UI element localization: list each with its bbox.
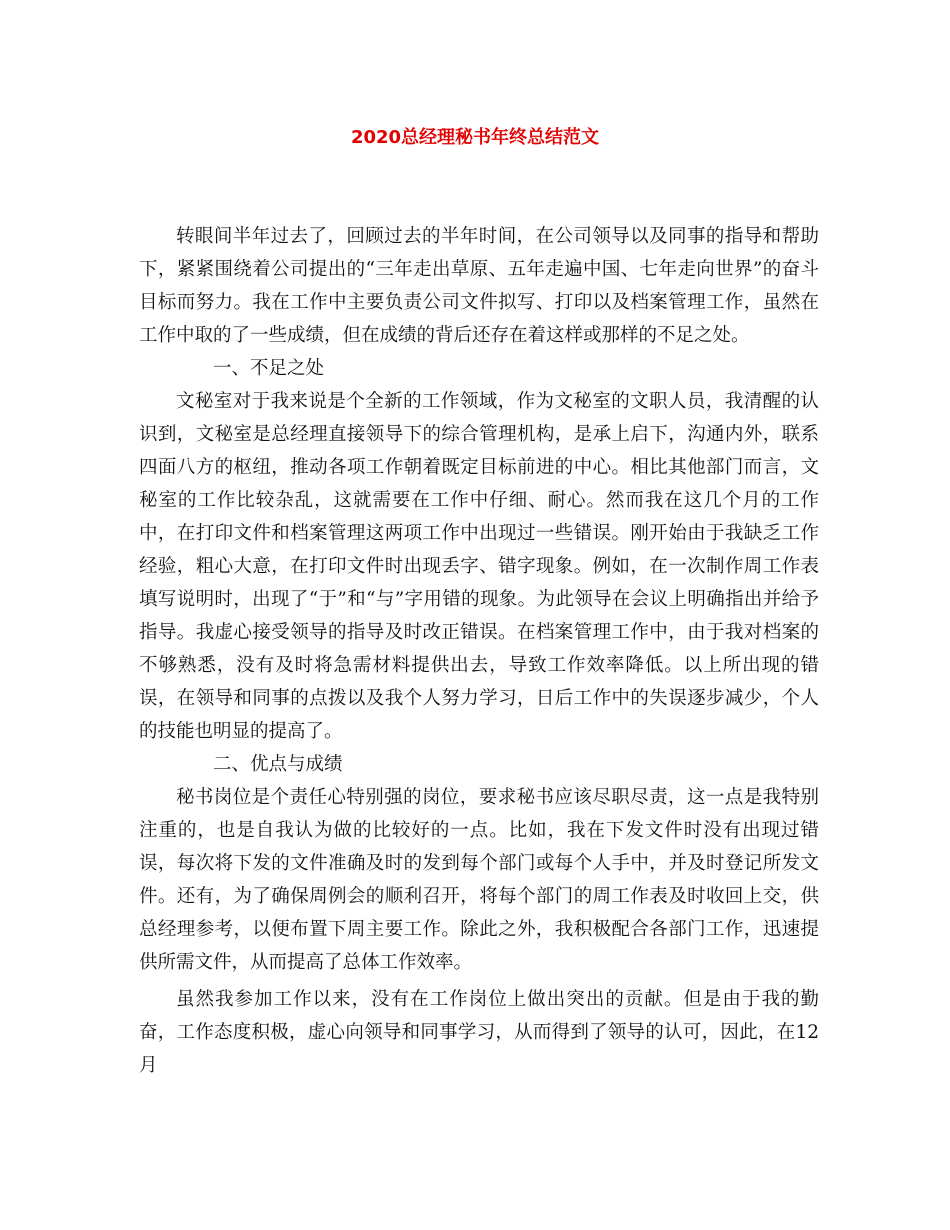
document-title: 2020总经理秘书年终总结范文 xyxy=(350,127,600,148)
paragraph-closing: 虽然我参加工作以来，没有在工作岗位上做出突出的贡献。但是由于我的勤奋，工作态度积极，虚心向领导和同事学习，从而得到了领导的认可，因此，在12月 xyxy=(139,989,819,1076)
paragraph-intro: 转眼间半年过去了，回顾过去的半年时间，在公司领导以及同事的指导和帮助下，紧紧围绕着公司提出的“三年走出草原、五年走遍中国、七年走向世界”的奋斗目标而努力。我在工作中主要负责公司文件拟写、打印以及档案管理工作，虽然在工作中取的了一些成绩，但在成绩的背后还存在着这样或那样的不足之处。 xyxy=(139,226,819,346)
section-heading-strengths: 二、优点与成绩 xyxy=(213,754,343,775)
paragraph-shortcomings: 文秘室对于我来说是个全新的工作领域，作为文秘室的文职人员，我清醒的认识到，文秘室是总经理直接领导下的综合管理机构，是承上启下，沟通内外，联系四面八方的枢纽，推动各项工作朝着既定目标前进的中心。相比其他部门而言，文秘室的工作比较杂乱，这就需要在工作中仔细、耐心。然而我在这几个月的工作中，在打印文件和档案管理这两项工作中出现过一些错误。刚开始由于我缺乏工作经验，粗心大意，在打印文件时出现丢字、错字现象。例如，在一次制作周工作表填写说明时，出现了“于”和“与”字用错的现象。为此领导在会议上明确指出并给予指导。我虚心接受领导的指导及时改正错误。在档案管理工作中，由于我对档案的不够熟悉，没有及时将急需材料提供出去，导致工作效率降低。以上所出现的错误，在领导和同事的点拨以及我个人努力学习，日后工作中的失误逐步减少，个人的技能也明显的提高了。 xyxy=(139,391,819,742)
section-heading-shortcomings: 一、不足之处 xyxy=(213,358,325,379)
document-body xyxy=(139,220,819,1082)
paragraph-strengths: 秘书岗位是个责任心特别强的岗位，要求秘书应该尽职尽责，这一点是我特别注重的，也是自我认为做的比较好的一点。比如，我在下发文件时没有出现过错误，每次将下发的文件准确及时的发到每个部门或每个人手中，并及时登记所发文件。还有，为了确保周例会的顺利召开，将每个部门的周工作表及时收回上交，供总经理参考，以便布置下周主要工作。除此之外，我积极配合各部门工作，迅速提供所需文件，从而提高了总体工作效率。 xyxy=(139,787,819,973)
